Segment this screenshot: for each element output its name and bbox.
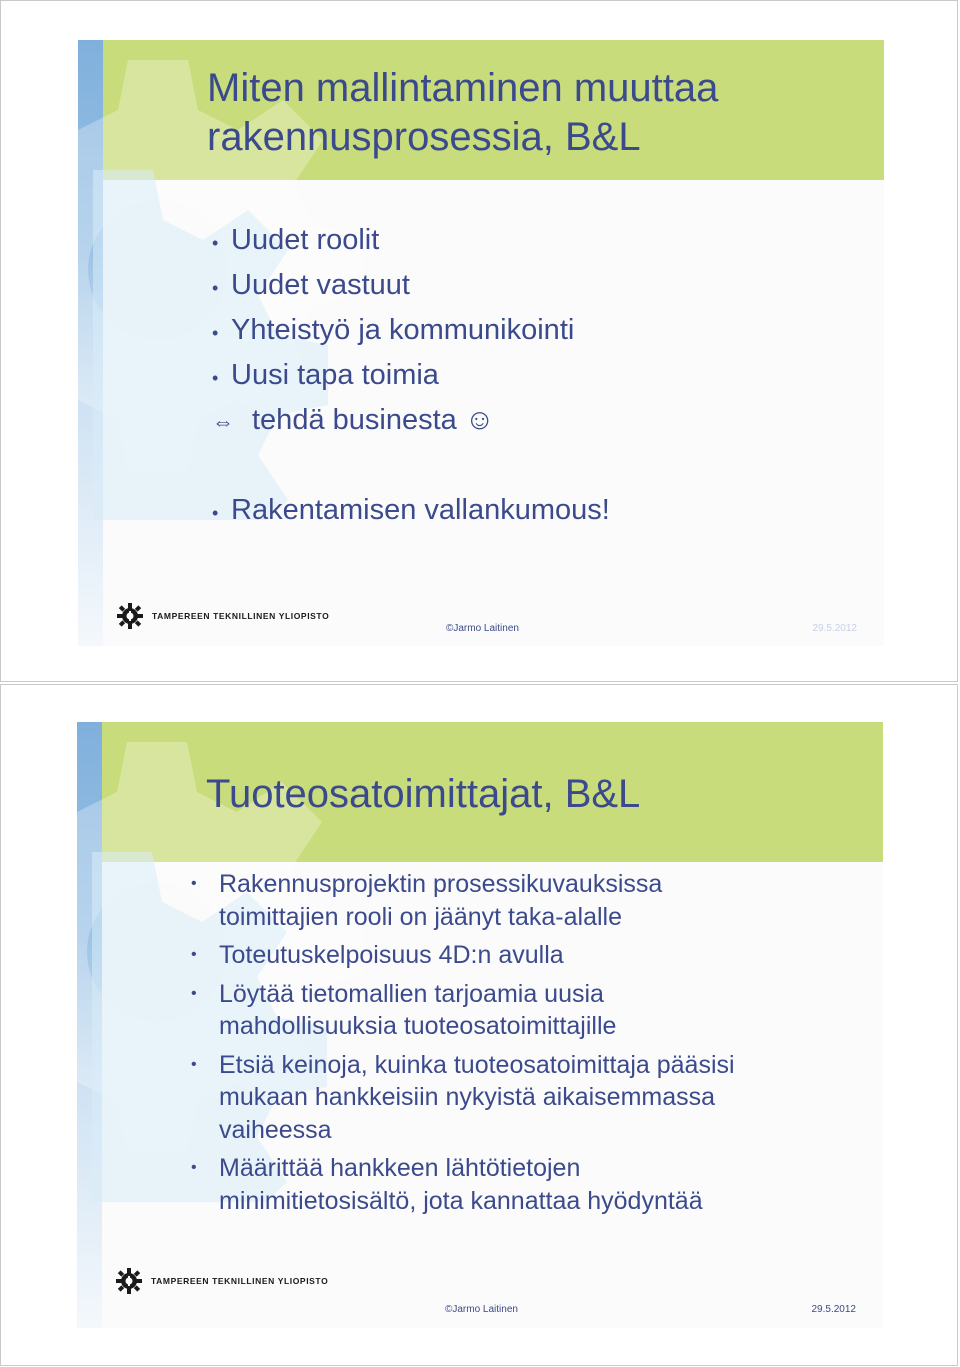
footer-author: ©Jarmo Laitinen bbox=[446, 623, 519, 634]
page-1 bbox=[0, 0, 958, 682]
university-logo bbox=[115, 1267, 328, 1295]
bullet-text: Rakentamisen vallankumous! bbox=[231, 494, 610, 526]
logo-text: TAMPEREEN TEKNILLINEN YLIOPISTO bbox=[152, 611, 330, 621]
bullet-text: Rakennusprojektin prosessikuvauksissa toimittajien rooli on jäänyt taka-alalle bbox=[219, 870, 663, 931]
bullet-text: Etsiä keinoja, kuinka tuoteosatoimittaja pääsisi mukaan hankkeisiin nykyistä aikaisemmassa vaiheessa bbox=[219, 1050, 735, 1144]
bullet-text: Löytää tietomallien tarjoamia uusia mahdollisuuksia tuoteosatoimittajille bbox=[219, 979, 617, 1040]
bullet-item bbox=[212, 218, 610, 263]
sub-item bbox=[212, 398, 610, 443]
bullet-text: Toteutuskelpoisuus 4D:n avulla bbox=[219, 941, 564, 969]
bullet-dot-icon: • bbox=[191, 984, 197, 1002]
double-arrow-icon: ⇔ bbox=[212, 409, 234, 434]
bullet-dot-icon: • bbox=[191, 946, 197, 963]
bullet-item bbox=[191, 1152, 799, 1217]
slide-1 bbox=[78, 40, 884, 646]
footer-author: ©Jarmo Laitinen bbox=[445, 1304, 518, 1315]
bullet-dot-icon: • bbox=[212, 368, 219, 388]
bullet-item bbox=[191, 868, 799, 933]
footer-date: 29.5.2012 bbox=[812, 623, 857, 634]
bullet-item bbox=[212, 308, 610, 353]
bullet-item bbox=[191, 939, 799, 972]
bullet-item bbox=[212, 353, 610, 398]
bullet-item bbox=[212, 488, 610, 533]
bullet-text: Määrittää hankkeen lähtötietojen minimitietosisältö, jota kannattaa hyödyntää bbox=[219, 1154, 703, 1215]
bullet-item bbox=[191, 978, 799, 1043]
bullet-list bbox=[191, 868, 799, 1223]
slide-title-line-2: rakennusprosessia, B&L bbox=[207, 115, 641, 159]
university-logo bbox=[116, 602, 329, 630]
bullet-dot-icon: • bbox=[212, 278, 219, 298]
slide-title bbox=[207, 64, 718, 162]
bullet-dot-icon: • bbox=[191, 1159, 197, 1176]
bullet-dot-icon: • bbox=[212, 503, 219, 523]
bullet-dot-icon: • bbox=[191, 875, 197, 892]
bullet-dot-icon: • bbox=[212, 233, 219, 253]
slide-title-line-1: Miten mallintaminen muuttaa bbox=[207, 66, 719, 110]
gear-logo-icon bbox=[115, 1267, 143, 1295]
bullet-item bbox=[191, 1049, 799, 1147]
gear-logo-icon bbox=[116, 602, 144, 630]
bullet-text: Uudet vastuut bbox=[231, 269, 410, 301]
sub-item-text: tehdä businesta ☺ bbox=[252, 404, 495, 436]
bullet-dot-icon: • bbox=[212, 323, 219, 343]
bullet-text: Yhteistyö ja kommunikointi bbox=[231, 314, 575, 346]
bullet-text: Uusi tapa toimia bbox=[231, 359, 439, 391]
slide-title: Tuoteosatoimittajat, B&L bbox=[206, 772, 641, 816]
bullet-item bbox=[212, 263, 610, 308]
bullet-text: Uudet roolit bbox=[231, 224, 380, 256]
bullet-list bbox=[212, 218, 610, 533]
logo-text: TAMPEREEN TEKNILLINEN YLIOPISTO bbox=[151, 1276, 329, 1286]
slide-2 bbox=[77, 722, 883, 1328]
footer-date: 29.5.2012 bbox=[811, 1304, 856, 1315]
bullet-dot-icon: • bbox=[191, 1055, 197, 1073]
